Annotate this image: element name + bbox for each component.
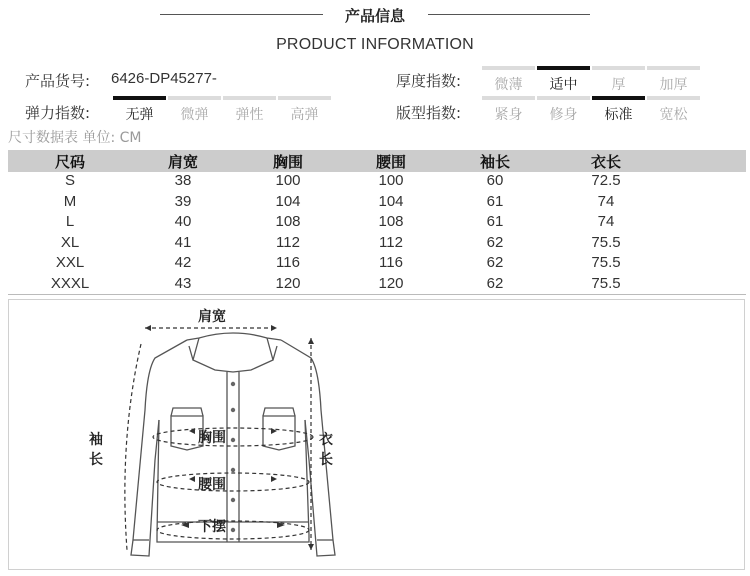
page-subtitle: PRODUCT INFORMATION [276, 36, 474, 53]
fit-option-2: 修身 [537, 96, 590, 126]
size-table [8, 150, 746, 294]
jacket-measurement-diagram [8, 299, 745, 570]
header-rule-right [428, 14, 590, 15]
size-table-cell: 61 [486, 192, 504, 210]
jacket-illustration [9, 300, 746, 571]
size-table-cell: 75.5 [591, 275, 621, 292]
size-table-cell: 42 [174, 254, 192, 272]
size-table-cell: 116 [379, 254, 403, 272]
size-table-cell: 108 [378, 213, 404, 231]
size-table-cell: XXXL [50, 275, 90, 292]
size-table-cell: 60 [486, 172, 504, 189]
thickness-option-1: 微薄 [482, 66, 535, 96]
elasticity-option-1: 无弹 [113, 96, 166, 126]
size-table-header-cell: 腰围 [375, 153, 406, 171]
size-table-cell: 62 [486, 275, 504, 292]
fit-label: 版型指数: [396, 104, 462, 122]
size-table-cell: 112 [276, 233, 300, 251]
size-table-cell: 41 [174, 233, 192, 251]
elasticity-option-4: 高弹 [278, 96, 331, 126]
sleeve-length-label: 袖长 [89, 432, 103, 468]
fit-option-3: 标准 [592, 96, 645, 126]
size-table-cell: 61 [486, 213, 504, 231]
waist-label: 腰围 [198, 477, 226, 493]
size-table-header-cell: 肩宽 [167, 153, 198, 171]
elasticity-label: 弹力指数: [25, 104, 91, 122]
shoulder-width-label: 肩宽 [198, 309, 226, 325]
product-code-label: 产品货号: [25, 72, 91, 90]
elasticity-option-3: 弹性 [223, 96, 276, 126]
size-table-header-cell: 胸围 [272, 153, 303, 171]
thickness-option-4: 加厚 [647, 66, 700, 96]
chest-label: 胸围 [198, 430, 226, 446]
size-table-cell: 100 [275, 172, 301, 189]
size-table-cell: XXL [55, 254, 85, 272]
size-table-cell: 62 [486, 254, 504, 272]
thickness-label: 厚度指数: [396, 72, 462, 90]
size-table-cell: 74 [597, 192, 615, 210]
size-table-cell: 120 [275, 275, 301, 292]
size-table-cell: M [63, 192, 77, 210]
fit-option-1: 紧身 [482, 96, 535, 126]
size-table-header-cell: 尺码 [54, 153, 85, 171]
product-code-value: 6426-DP45277- [111, 70, 217, 87]
page-title: 产品信息 [344, 7, 405, 25]
thickness-option-3: 厚 [592, 66, 645, 96]
size-table-cell: 116 [276, 254, 300, 272]
size-table-cell: 40 [174, 213, 192, 231]
fit-option-4: 宽松 [647, 96, 700, 126]
size-table-cell: 120 [378, 275, 404, 292]
size-table-header-cell: 袖长 [479, 153, 510, 171]
size-table-cell: S [64, 172, 75, 189]
size-table-note: 尺寸数据表 单位: CM [8, 130, 142, 146]
size-table-cell: 75.5 [591, 254, 621, 272]
size-table-cell: 38 [174, 172, 192, 189]
size-table-cell: 100 [378, 172, 404, 189]
size-table-cell: L [65, 213, 75, 231]
body-length-label: 衣长 [319, 432, 333, 468]
hem-label: 下摆 [198, 519, 226, 535]
size-table-cell: 74 [597, 213, 615, 231]
thickness-option-2: 适中 [537, 66, 590, 96]
size-table-cell: 72.5 [591, 172, 621, 189]
size-table-cell: XL [60, 233, 80, 251]
size-table-bottom-rule [8, 294, 746, 295]
size-table-cell: 43 [174, 275, 192, 292]
size-table-cell: 75.5 [591, 233, 621, 251]
size-table-cell: 104 [378, 192, 404, 210]
size-table-cell: 62 [486, 233, 504, 251]
size-table-cell: 112 [379, 233, 403, 251]
size-table-cell: 108 [275, 213, 301, 231]
size-table-cell: 104 [275, 192, 301, 210]
size-table-cell: 39 [174, 192, 192, 210]
size-table-header-cell: 衣长 [590, 153, 621, 171]
elasticity-option-2: 微弹 [168, 96, 221, 126]
